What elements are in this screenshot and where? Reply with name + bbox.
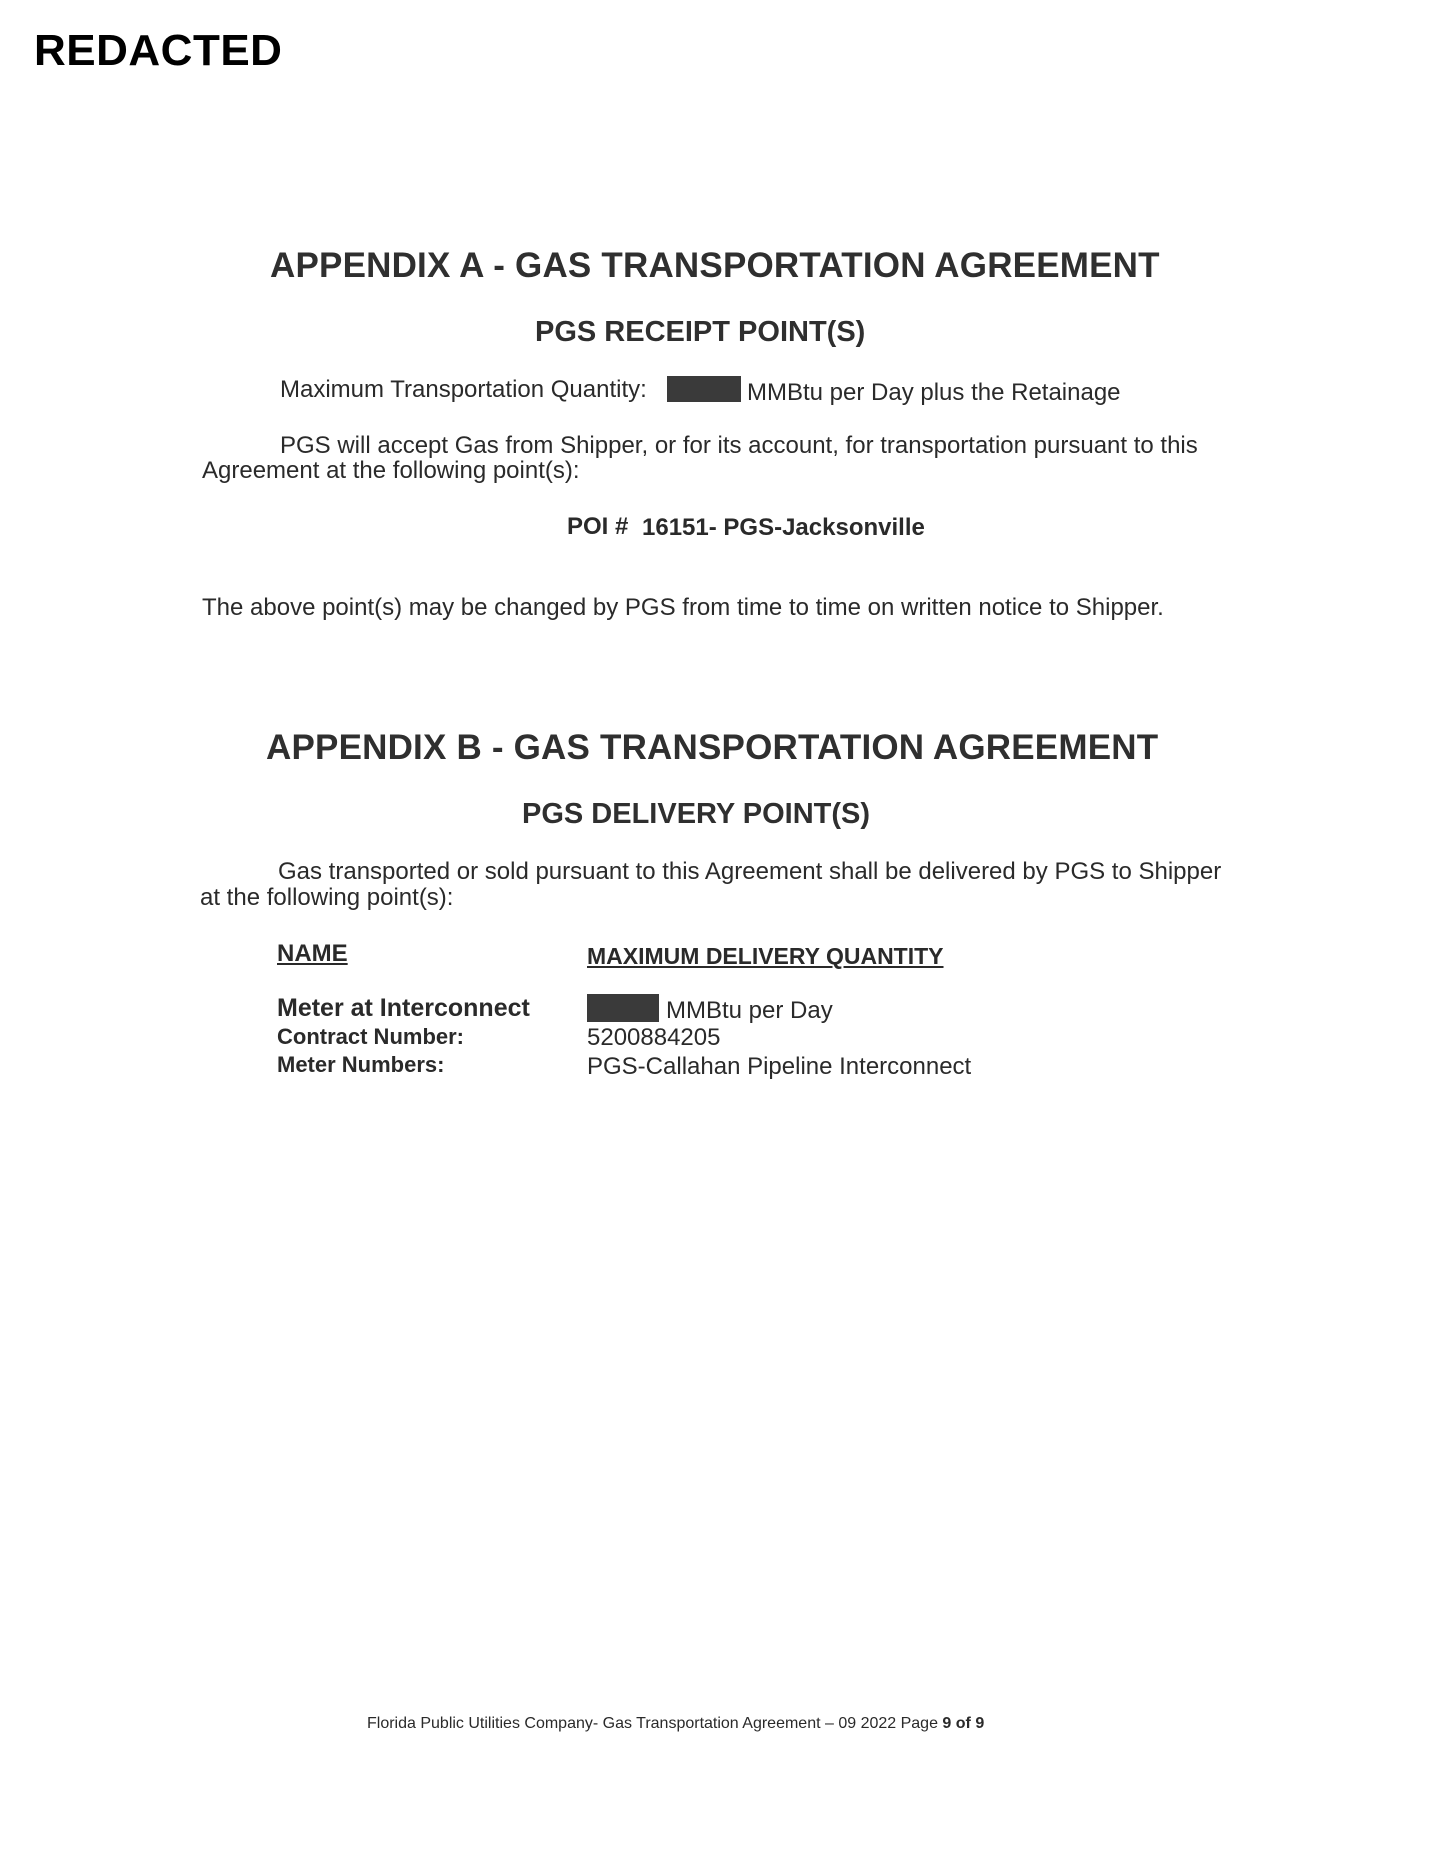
poi-value: 16151- PGS-Jacksonville	[642, 514, 925, 541]
appendix-a-paragraph-line2: Agreement at the following point(s):	[202, 457, 580, 484]
row-value-meter-numbers: PGS-Callahan Pipeline Interconnect	[587, 1053, 972, 1080]
footer-page-number: 9	[942, 1715, 952, 1732]
appendix-b-subtitle: PGS DELIVERY POINT(S)	[522, 798, 871, 830]
footer-text: Florida Public Utilities Company- Gas Transportation Agreement – 09 2022 Page	[367, 1715, 938, 1732]
footer-of-label: of	[955, 1715, 971, 1732]
row-label-meter-numbers: Meter Numbers:	[277, 1052, 445, 1077]
appendix-a-subtitle: PGS RECEIPT POINT(S)	[535, 316, 866, 348]
appendix-b-paragraph-line2: at the following point(s):	[200, 884, 454, 911]
redacted-stamp: REDACTED	[34, 26, 283, 75]
appendix-b-paragraph-line1: Gas transported or sold pursuant to this Agreement shall be delivered by PGS to Shipper	[278, 858, 1222, 885]
redaction-box	[667, 376, 741, 402]
column-header-name: NAME	[277, 940, 348, 967]
appendix-a-note: The above point(s) may be changed by PGS from time to time on written notice to Shipper.	[202, 594, 1164, 621]
appendix-a-paragraph-line1: PGS will accept Gas from Shipper, or for its account, for transportation pursuant to this	[280, 432, 1198, 459]
appendix-a-title: APPENDIX A - GAS TRANSPORTATION AGREEMENT	[270, 246, 1160, 285]
footer-total-pages: 9	[975, 1715, 985, 1732]
appendix-b-title: APPENDIX B - GAS TRANSPORTATION AGREEMENT	[266, 728, 1159, 767]
redaction-box	[587, 994, 659, 1022]
column-header-max-delivery: MAXIMUM DELIVERY QUANTITY	[587, 943, 944, 969]
max-quantity-label: Maximum Transportation Quantity:	[280, 376, 647, 403]
max-quantity-unit: MMBtu per Day plus the Retainage	[747, 379, 1121, 406]
row-label-meter-interconnect: Meter at Interconnect	[277, 994, 530, 1022]
page-footer	[367, 1715, 984, 1733]
row-value-meter-interconnect: MMBtu per Day	[666, 997, 833, 1024]
row-value-contract-number: 5200884205	[587, 1024, 721, 1051]
poi-label: POI #	[567, 513, 629, 540]
row-label-contract-number: Contract Number:	[277, 1024, 465, 1049]
